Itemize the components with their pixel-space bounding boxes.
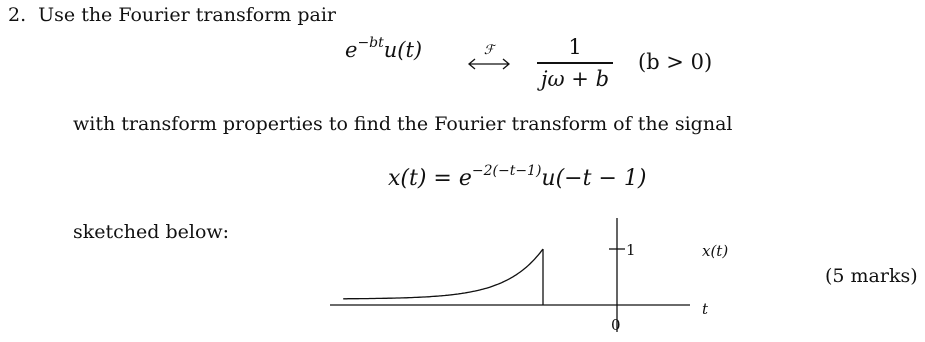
origin-label: 0 bbox=[611, 316, 621, 334]
curve-label: x(t) bbox=[702, 242, 729, 260]
fraction-numerator: 1 bbox=[568, 35, 582, 59]
signal-curve bbox=[343, 249, 543, 299]
question-intro: Use the Fourier transform pair bbox=[38, 4, 336, 26]
exp-exponent: −bt bbox=[357, 35, 384, 51]
signal-lhs: x(t) = e bbox=[388, 166, 472, 191]
condition: (b > 0) bbox=[638, 50, 713, 74]
signal-exponent: −2(−t−1) bbox=[471, 163, 542, 179]
fraction-denominator: jω + b bbox=[540, 66, 610, 91]
marks-label: (5 marks) bbox=[825, 265, 918, 287]
question-number: 2. bbox=[8, 4, 27, 26]
unit-step: u(t) bbox=[383, 38, 423, 62]
fourier-symbol: ℱ bbox=[483, 43, 495, 58]
exp-base: e bbox=[345, 38, 358, 62]
sketch-label: sketched below: bbox=[73, 221, 230, 243]
signal-step: u(−t − 1) bbox=[541, 166, 647, 191]
t-axis-label: t bbox=[702, 300, 709, 318]
unit-tick-label: 1 bbox=[626, 241, 636, 259]
instruction-text: with transform properties to find the Fourier transform of the signal bbox=[73, 113, 733, 135]
